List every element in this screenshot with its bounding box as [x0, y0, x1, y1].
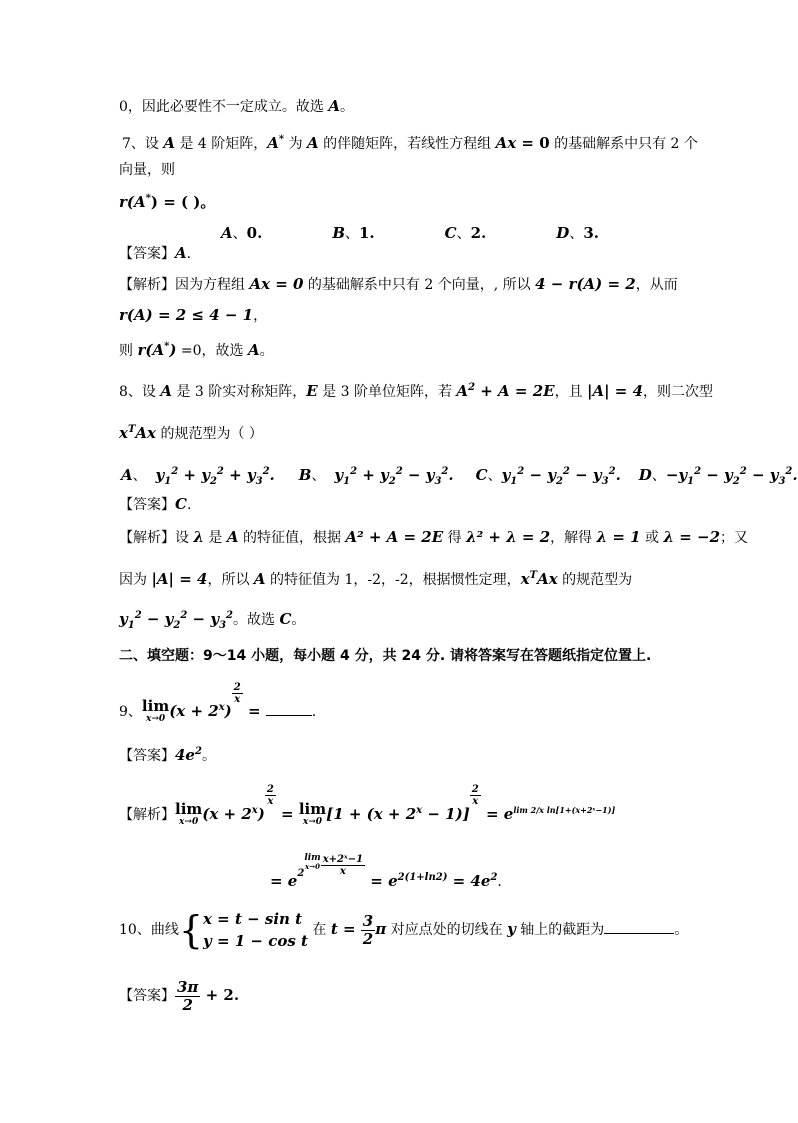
question-number: 10、曲线: [119, 922, 179, 938]
math: ) = ( )。: [150, 193, 216, 211]
option-c: C、2.: [444, 224, 487, 242]
math: r(A*): [137, 341, 177, 359]
option-c: C、$y_1^2 - y_2^2 - y_3^2$.: [475, 466, 621, 487]
question-8-options: [121, 462, 798, 492]
math: A: [247, 341, 260, 359]
question-9: 9、 lim x→0 $(x + 2^x)$ $\frac{2}{x}$ = .: [119, 682, 317, 725]
question-8: 8、设 A 是 3 阶实对称矩阵，E 是 3 阶单位矩阵，若 $A^2 + A = 2E$，且 |A| = 4，则二次型: [119, 382, 714, 400]
question-number: 9、: [119, 704, 142, 720]
option-a: A、 $y_1^2 + y_2^2 + y_3^2$.: [121, 466, 275, 487]
option-b: B、 $y_1^2 + y_2^2 - y_3^2$.: [298, 466, 454, 487]
question-9-solution-line2: = e2 lim x→0 $\frac{\text{x+2ˣ−1}}{x}$ = $e^{2(1+ln2)} = 4e^2$.: [270, 853, 502, 890]
answer-value: $4e^2$: [175, 746, 202, 764]
math: $x^TAx$: [119, 424, 156, 442]
math: C: [279, 610, 292, 628]
option-d: D、$-y_1^2 - y_2^2 - y_3^2$.: [638, 466, 798, 487]
text: 为: [284, 136, 308, 152]
text: 是 4 阶矩阵，: [175, 136, 268, 152]
question-7-answer: 【答案】A.: [119, 244, 192, 262]
question-7: [122, 130, 698, 154]
question-7-line2: [119, 160, 175, 180]
solution-label: 【解析】: [119, 807, 175, 823]
limit-operator: lim x→0: [141, 697, 170, 725]
fraction: $\frac{3\pi}{2}$: [177, 978, 199, 1014]
math: λ: [193, 528, 204, 546]
answer-value: C: [175, 495, 187, 513]
text: 的基础解系中只有 2 个: [549, 136, 698, 152]
math: A: [160, 382, 172, 400]
math: A: [328, 97, 340, 115]
math: A*: [267, 134, 285, 152]
parametric-system: x = t − sin t y = 1 − cos t: [203, 910, 308, 950]
question-10: 10、曲线{ x = t − sin t y = 1 − cos t 在 t = $\frac{3}{2}$ π 对应点处的切线在 y 轴上的截距为 。: [119, 908, 689, 952]
question-7-line3: [119, 189, 215, 213]
solution-label: 【解析】: [119, 530, 175, 546]
answer-label: 【答案】: [119, 246, 175, 262]
question-number: 8、设: [119, 384, 161, 400]
text: 0，因此必要性不一定成立。故选: [119, 99, 329, 115]
answer-label: 【答案】: [119, 748, 175, 764]
question-7-solution: [119, 274, 678, 295]
text: 因为方程组: [175, 277, 250, 293]
text: 。: [340, 99, 354, 115]
question-7-options: [221, 223, 599, 244]
section-heading: 二、填空题：9～14 小题，每小题 4 分，共 24 分. 请将答案写在答题纸指定位置上.: [119, 648, 652, 664]
math: Ax: [495, 134, 517, 152]
math: A: [226, 528, 239, 546]
question-number: 7、设: [122, 136, 164, 152]
option-d: D、3.: [556, 224, 599, 242]
math: A: [253, 570, 266, 588]
text: 的基础解系中只有 2 个向量，, 所以: [303, 277, 536, 293]
text: 向量，则: [119, 162, 175, 178]
math: A² + A = 2E: [345, 528, 444, 546]
answer-label: 【答案】: [119, 497, 175, 513]
math: λ = 1: [596, 528, 641, 546]
solution-label: 【解析】: [119, 277, 175, 293]
math: $y_1^2 - y_2^2 - y_3^2$: [119, 610, 233, 631]
math: 4 − r(A) = 2: [535, 275, 636, 293]
question-7-solution-line2: r(A) = 2 ≤ 4 − 1，: [119, 306, 268, 324]
option-b: B、1.: [332, 224, 375, 242]
math: $x^TAx$: [520, 570, 558, 588]
math: Ax = 0: [249, 275, 304, 293]
question-8-solution-line3: $y_1^2 - y_2^2 - y_3^2$。故选 C。: [119, 610, 306, 631]
question-7-solution-line3: 则 r(A*) =0，故选 A。: [119, 341, 274, 359]
answer-label: 【答案】: [119, 988, 175, 1004]
answer-blank[interactable]: [266, 703, 312, 716]
math: |A| = 4: [151, 570, 208, 588]
math: = 0: [516, 134, 550, 152]
fraction: $\frac{3}{2}$: [362, 912, 374, 948]
answer-value: A: [175, 244, 187, 262]
question-8-solution-line2: 因为 |A| = 4，所以 A 的特征值为 1，-2，-2，根据惯性定理，$x^TAx$ 的规范型为: [119, 570, 633, 588]
question-9-solution: 【解析】 lim x→0 $(x + 2^x)$ $\frac{2}{x}$ = lim x→0 $[1 + (x + 2^x - 1)]$ $\frac{2}{x}$ = $e^{lim 2/x ln[1+(x+2ˣ-1)]}$: [119, 784, 616, 828]
math: A: [163, 134, 175, 152]
text: 的伴随矩阵，若线性方程组: [318, 136, 496, 152]
question-8-solution: 【解析】设 λ 是 A 的特征值，根据 A² + A = 2E 得 λ² + λ = 2，解得 λ = 1 或 λ = −2；又: [119, 528, 749, 546]
text: ，从而: [635, 277, 678, 293]
question-9-answer: 【答案】$4e^2$。: [119, 746, 216, 764]
question-8-answer: 【答案】C.: [119, 495, 192, 513]
exponent-fraction: $\frac{2}{x}$: [233, 682, 241, 705]
math: r(A) = 2 ≤ 4 − 1: [119, 306, 254, 324]
math: $A^2 + A = 2E$: [456, 382, 555, 400]
math: E: [306, 382, 318, 400]
math: λ = −2: [663, 528, 721, 546]
math: λ² + λ = 2: [466, 528, 551, 546]
math: |A| = 4: [587, 382, 644, 400]
question-8-line2: $x^TAx$ 的规范型为（ ）: [119, 424, 263, 442]
question-10-answer: 【答案】 $\frac{3\pi}{2}$ + 2.: [119, 978, 240, 1014]
option-a: A、0.: [221, 224, 263, 242]
continuation-line: [119, 96, 354, 117]
math: A: [307, 134, 319, 152]
answer-blank[interactable]: [604, 921, 674, 934]
math: r(A*: [119, 193, 151, 211]
